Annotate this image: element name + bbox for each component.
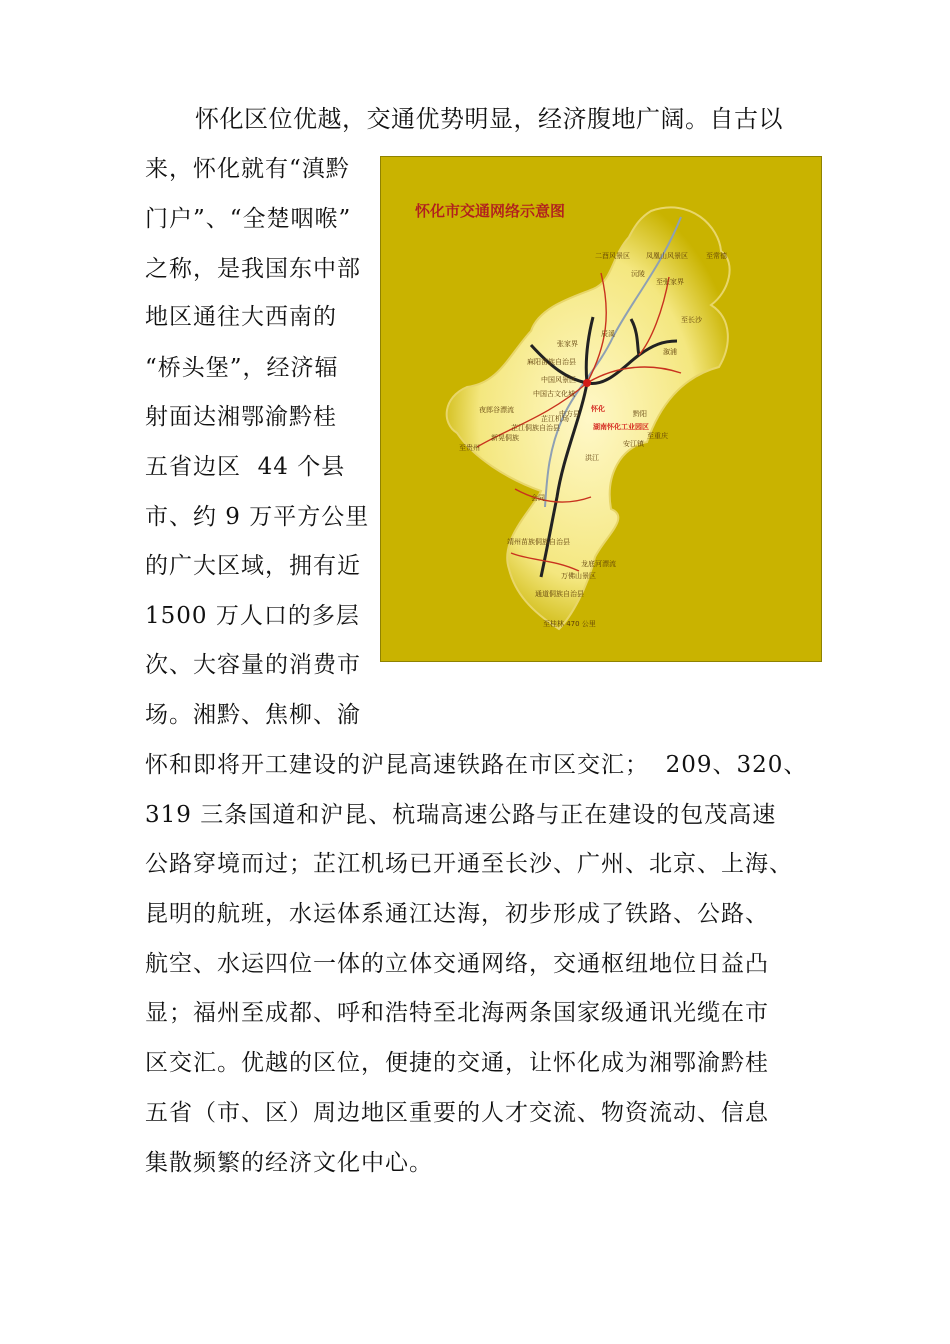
place-label: 至贵州 [459, 444, 480, 452]
transport-map [380, 156, 822, 662]
place-label: 凤凰山风景区 [646, 252, 688, 260]
place-label: 新晃侗族 [491, 434, 519, 442]
place-label: 中国风景区 [541, 376, 576, 384]
text-line-18: 航空、水运四位一体的立体交通网络，交通枢纽地位日益凸 [145, 951, 769, 977]
text-line-21: 五省（市、区）周边地区重要的人才交流、物资流动、信息 [145, 1100, 769, 1126]
text-line-7: 射面达湘鄂渝黔桂 [145, 404, 337, 430]
place-label: 至长沙 [681, 316, 702, 324]
place-label: 黔阳 [633, 410, 647, 418]
place-label: 辰溪 [601, 330, 615, 338]
place-label: 湖南怀化工业园区 [593, 423, 649, 431]
text-line-17: 昆明的航班，水运体系通江达海，初步形成了铁路、公路、 [145, 901, 769, 927]
text-line-20: 区交汇。优越的区位，便捷的交通，让怀化成为湘鄂渝黔桂 [145, 1050, 769, 1076]
place-label: 中方县 [559, 410, 580, 418]
text-line-1: 怀化区位优越，交通优势明显，经济腹地广阔。自古以 [195, 105, 783, 133]
text-line-22: 集散频繁的经济文化中心。 [145, 1150, 433, 1176]
text-line-8: 五省边区 44 个县 [145, 454, 346, 480]
place-label: 至常德 [706, 252, 727, 260]
place-label: 芷江侗族自治县 [511, 424, 560, 432]
place-label: 靖州苗族侗族自治县 [507, 538, 570, 546]
text-line-5: 地区通往大西南的 [145, 304, 337, 330]
text-line-3: 门户”、“全楚咽喉” [145, 206, 352, 232]
text-line-11: 1500 万人口的多层 [145, 603, 360, 629]
place-label: 至桂林 470 公里 [543, 620, 596, 628]
place-label: 龙底河漂流 [581, 560, 616, 568]
text-line-10: 的广大区域，拥有近 [145, 553, 361, 579]
place-label: 沅陵 [631, 270, 645, 278]
place-label: 二酉风景区 [595, 252, 630, 260]
place-label: 万佛山景区 [561, 572, 596, 580]
place-label: 溆浦 [663, 348, 677, 356]
text-line-19: 显；福州至成都、呼和浩特至北海两条国家级通讯光缆在市 [145, 1000, 769, 1026]
map-title: 怀化市交通网络示意图 [415, 202, 566, 220]
text-line-2: 来，怀化就有“滇黔 [145, 156, 350, 182]
place-label: 会同 [531, 494, 545, 502]
huaihua-marker [583, 379, 591, 387]
text-line-9: 市、约 9 万平方公里 [145, 504, 370, 530]
text-line-15: 319 三条国道和沪昆、杭瑞高速公路与正在建设的包茂高速 [145, 802, 777, 828]
place-label: 洪江 [585, 454, 599, 462]
place-label: 芷江机场 [541, 415, 569, 423]
place-label: 至重庆 [647, 432, 668, 440]
text-line-6: “桥头堡”，经济辐 [145, 355, 339, 381]
place-label: 夜郎谷漂流 [479, 406, 514, 414]
place-label: 安江镇 [623, 440, 644, 448]
text-line-14: 怀和即将开工建设的沪昆高速铁路在市区交汇； 209、320、 [145, 752, 808, 778]
place-label: 张家界 [557, 340, 578, 348]
place-label: 至张家界 [656, 278, 684, 286]
text-line-4: 之称，是我国东中部 [145, 256, 361, 282]
text-line-12: 次、大容量的消费市 [145, 652, 361, 678]
place-label: 通道侗族自治县 [535, 590, 584, 598]
place-label: 麻阳苗族自治县 [527, 358, 576, 366]
place-label: 中国古文化城 [533, 390, 575, 398]
text-line-13: 场。湘黔、焦柳、渝 [145, 702, 361, 728]
text-line-16: 公路穿境而过；芷江机场已开通至长沙、广州、北京、上海、 [145, 851, 793, 877]
place-label: 怀化 [591, 405, 605, 413]
